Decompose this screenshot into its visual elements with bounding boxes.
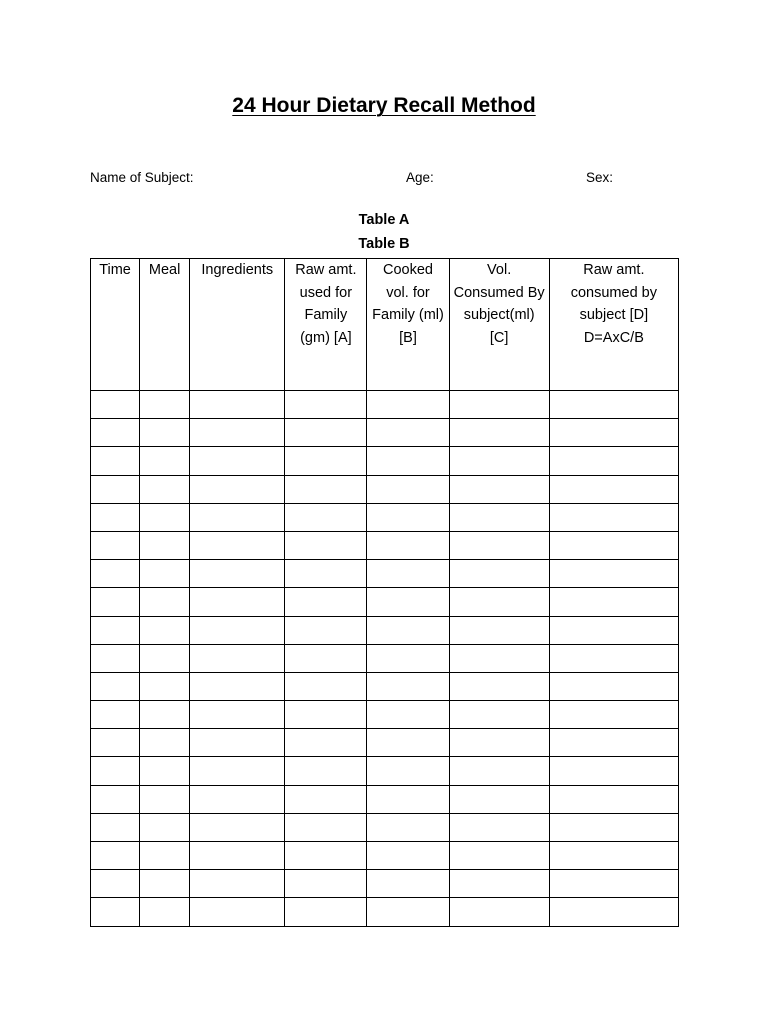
table-cell xyxy=(190,531,285,559)
table-cell xyxy=(140,813,190,841)
table-cell xyxy=(285,813,367,841)
table-cell xyxy=(285,503,367,531)
table-cell xyxy=(190,560,285,588)
table-cell xyxy=(190,729,285,757)
table-cell xyxy=(91,419,140,447)
table-cell xyxy=(91,672,140,700)
table-cell xyxy=(367,870,449,898)
table-cell xyxy=(285,898,367,926)
table-cell xyxy=(285,701,367,729)
table-cell xyxy=(140,701,190,729)
table-row xyxy=(91,531,679,559)
table-cell xyxy=(285,560,367,588)
table-cell xyxy=(549,419,678,447)
table-cell xyxy=(285,842,367,870)
table-row xyxy=(91,391,679,419)
table-cell xyxy=(285,757,367,785)
table-cell xyxy=(367,898,449,926)
table-cell xyxy=(449,588,549,616)
table-cell xyxy=(91,475,140,503)
table-cell xyxy=(367,672,449,700)
table-cell xyxy=(449,870,549,898)
header-cooked-volume-family: Cooked vol. for Family (ml) [B] xyxy=(367,259,449,391)
table-cell xyxy=(449,616,549,644)
table-row xyxy=(91,870,679,898)
table-cell xyxy=(367,475,449,503)
table-cell xyxy=(190,419,285,447)
table-cell xyxy=(91,842,140,870)
table-cell xyxy=(190,588,285,616)
table-cell xyxy=(190,813,285,841)
table-cell xyxy=(367,757,449,785)
table-cell xyxy=(140,672,190,700)
table-cell xyxy=(91,531,140,559)
table-cell xyxy=(285,616,367,644)
table-cell xyxy=(285,475,367,503)
table-cell xyxy=(449,898,549,926)
table-cell xyxy=(285,870,367,898)
table-b-caption: Table B xyxy=(358,236,410,252)
header-time: Time xyxy=(91,259,140,391)
table-cell xyxy=(549,672,678,700)
table-cell xyxy=(367,616,449,644)
table-cell xyxy=(449,419,549,447)
table-cell xyxy=(285,672,367,700)
table-cell xyxy=(449,447,549,475)
table-row xyxy=(91,419,679,447)
table-cell xyxy=(367,842,449,870)
header-ingredients: Ingredients xyxy=(190,259,285,391)
table-cell xyxy=(190,391,285,419)
table-cell xyxy=(449,391,549,419)
table-cell xyxy=(190,701,285,729)
table-cell xyxy=(190,870,285,898)
table-cell xyxy=(449,842,549,870)
subject-name-label: Name of Subject: xyxy=(90,170,194,185)
table-row xyxy=(91,898,679,926)
table-cell xyxy=(549,531,678,559)
table-cell xyxy=(549,785,678,813)
table-cell xyxy=(285,588,367,616)
table-cell xyxy=(449,560,549,588)
table-cell xyxy=(190,475,285,503)
table-row xyxy=(91,588,679,616)
table-row xyxy=(91,757,679,785)
table-cell xyxy=(190,616,285,644)
table-cell xyxy=(449,813,549,841)
table-cell xyxy=(140,447,190,475)
table-cell xyxy=(367,701,449,729)
table-cell xyxy=(91,560,140,588)
table-cell xyxy=(367,503,449,531)
table-cell xyxy=(549,898,678,926)
table-cell xyxy=(549,842,678,870)
table-row xyxy=(91,447,679,475)
table-cell xyxy=(549,644,678,672)
table-header-row xyxy=(91,259,679,391)
table-row xyxy=(91,842,679,870)
table-cell xyxy=(140,870,190,898)
table-cell xyxy=(91,898,140,926)
table-row xyxy=(91,729,679,757)
table-cell xyxy=(367,391,449,419)
table-cell xyxy=(367,644,449,672)
table-cell xyxy=(285,447,367,475)
table-cell xyxy=(549,447,678,475)
table-cell xyxy=(140,503,190,531)
table-row xyxy=(91,672,679,700)
table-cell xyxy=(91,729,140,757)
table-cell xyxy=(140,588,190,616)
table-cell xyxy=(449,503,549,531)
table-cell xyxy=(285,531,367,559)
header-meal: Meal xyxy=(140,259,190,391)
header-raw-amount-family: Raw amt. used for Family (gm) [A] xyxy=(285,259,367,391)
table-row xyxy=(91,644,679,672)
table-row xyxy=(91,701,679,729)
table-cell xyxy=(449,644,549,672)
table-cell xyxy=(549,870,678,898)
table-cell xyxy=(140,475,190,503)
table-cell xyxy=(367,729,449,757)
table-cell xyxy=(91,447,140,475)
table-cell xyxy=(190,898,285,926)
table-cell xyxy=(91,813,140,841)
table-cell xyxy=(91,616,140,644)
table-cell xyxy=(449,729,549,757)
table-cell xyxy=(190,644,285,672)
table-cell xyxy=(549,391,678,419)
table-cell xyxy=(367,531,449,559)
page-title: 24 Hour Dietary Recall Method xyxy=(232,94,536,117)
table-row xyxy=(91,503,679,531)
table-cell xyxy=(285,785,367,813)
table-cell xyxy=(91,701,140,729)
table-cell xyxy=(91,503,140,531)
table-cell xyxy=(367,785,449,813)
table-cell xyxy=(549,813,678,841)
header-volume-consumed-subject: Vol. Consumed By subject(ml) [C] xyxy=(449,259,549,391)
table-cell xyxy=(549,475,678,503)
table-cell xyxy=(549,588,678,616)
table-cell xyxy=(91,757,140,785)
table-cell xyxy=(549,701,678,729)
table-cell xyxy=(140,842,190,870)
table-cell xyxy=(367,813,449,841)
sex-label: Sex: xyxy=(586,170,614,185)
table-cell xyxy=(285,419,367,447)
table-cell xyxy=(190,672,285,700)
table-cell xyxy=(190,757,285,785)
table-row xyxy=(91,813,679,841)
table-a-caption: Table A xyxy=(358,212,410,228)
age-label: Age: xyxy=(406,170,434,185)
table-cell xyxy=(285,729,367,757)
table-cell xyxy=(285,391,367,419)
table-cell xyxy=(140,616,190,644)
table-cell xyxy=(140,729,190,757)
table-cell xyxy=(91,870,140,898)
table-cell xyxy=(449,701,549,729)
table-cell xyxy=(140,898,190,926)
table-cell xyxy=(449,785,549,813)
table-cell xyxy=(449,475,549,503)
table-cell xyxy=(91,588,140,616)
table-cell xyxy=(91,391,140,419)
table-cell xyxy=(190,447,285,475)
table-cell xyxy=(367,419,449,447)
table-cell xyxy=(190,842,285,870)
dietary-recall-table xyxy=(90,258,679,927)
table-cell xyxy=(140,785,190,813)
table-body xyxy=(91,391,679,927)
table-cell xyxy=(91,785,140,813)
table-cell xyxy=(190,503,285,531)
table-cell xyxy=(285,644,367,672)
table-cell xyxy=(140,419,190,447)
table-cell xyxy=(140,531,190,559)
table-cell xyxy=(140,757,190,785)
table-cell xyxy=(140,644,190,672)
table-row xyxy=(91,475,679,503)
table-row xyxy=(91,785,679,813)
table-cell xyxy=(367,447,449,475)
table-row xyxy=(91,560,679,588)
table-cell xyxy=(367,560,449,588)
table-cell xyxy=(549,616,678,644)
header-raw-amount-consumed-subject: Raw amt. consumed by subject [D] D=AxC/B xyxy=(549,259,678,391)
table-cell xyxy=(549,560,678,588)
table-cell xyxy=(91,644,140,672)
table-cell xyxy=(549,757,678,785)
table-cell xyxy=(449,672,549,700)
table-cell xyxy=(449,531,549,559)
table-cell xyxy=(140,560,190,588)
table-row xyxy=(91,616,679,644)
table-cell xyxy=(549,729,678,757)
table-cell xyxy=(449,757,549,785)
table-cell xyxy=(140,391,190,419)
table-cell xyxy=(549,503,678,531)
table-cell xyxy=(367,588,449,616)
table-cell xyxy=(190,785,285,813)
